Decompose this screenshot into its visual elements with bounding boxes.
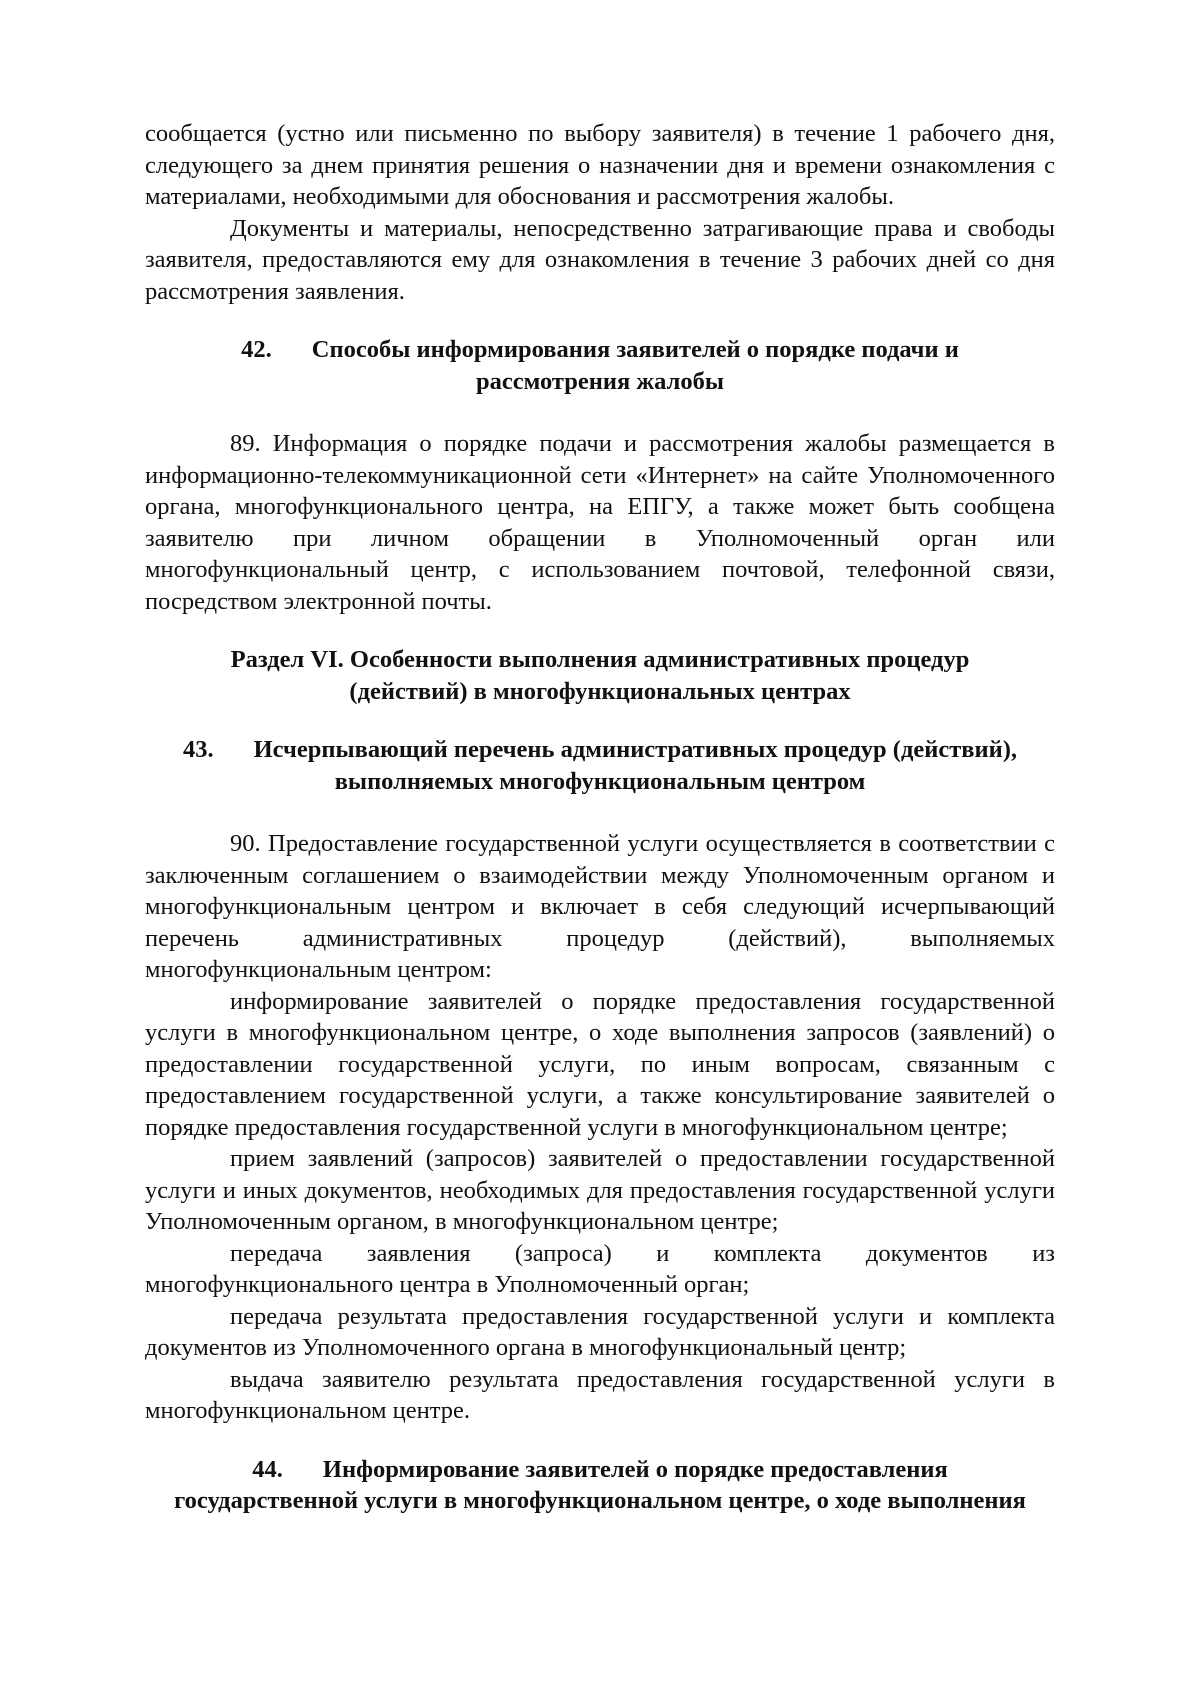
heading-line: Исчерпывающий перечень административных процедур (действий),	[253, 736, 1018, 763]
section-number: 44.	[252, 1455, 283, 1483]
paragraph: 90. Предоставление государственной услуги осуществляется в соответствии с заключенным соглашением о взаимодействии между Уполномоченным органом и многофункциональным центром и включает в себя следующий исчерпывающий перечень административных процедур (действий), выполняемых многофункциональным центром:	[145, 830, 1055, 983]
heading-line: Способы информирования заявителей о порядке подачи и	[311, 336, 959, 363]
heading-line: Информирование заявителей о порядке предоставления	[322, 1455, 948, 1483]
paragraph: 89. Информация о порядке подачи и рассмотрения жалобы размещается в информационно-телекоммуникационной сети «Интернет» на сайте Уполномоченного органа, многофункционального центра, на ЕПГУ, а также может быть сообщена заявителю при личном обращении в Уполномоченный орган или многофункциональный центр, с использованием почтовой, телефонной связи, посредством электронной почты.	[145, 430, 1055, 615]
section-number: 42.	[241, 336, 272, 363]
document-page	[145, 118, 1055, 1517]
section-43-heading	[145, 734, 1055, 797]
list-item: информирование заявителей о порядке предоставления государственной услуги в многофункциональном центре, о ходе выполнения запросов (заявлений) о предоставлении государственной услуги, по иным вопросам, связанным с предоставлением государственной услуги, а также консультирование заявителей о порядке предоставления государственной услуги в многофункциональном центре;	[145, 987, 1055, 1141]
heading-line: рассмотрения жалобы	[476, 367, 724, 395]
paragraph: сообщается (устно или письменно по выбору заявителя) в течение 1 рабочего дня, следующего за днем принятия решения о назначении дня и времени ознакомления с материалами, необходимыми для обоснования и рассмотрения жалобы.	[145, 120, 1055, 210]
section-number: 43.	[182, 736, 214, 763]
list-item: передача заявления (запроса) и комплекта документов из многофункционального центра в Уполномоченный орган;	[145, 1239, 1055, 1298]
section-vi-heading	[145, 644, 1055, 707]
heading-line: государственной услуги в многофункциональном центре, о ходе выполнения	[174, 1487, 1026, 1514]
heading-line: (действий) в многофункциональных центрах	[349, 677, 851, 705]
list-item: передача результата предоставления государственной услуги и комплекта документов из Уполномоченного органа в многофункциональный центр;	[145, 1302, 1055, 1361]
heading-line: Раздел VI. Особенности выполнения административных процедур	[230, 646, 970, 673]
section-42-heading	[145, 334, 1055, 397]
heading-line: выполняемых многофункциональным центром	[334, 767, 866, 795]
list-item: прием заявлений (запросов) заявителей о предоставлении государственной услуги и иных документов, необходимых для предоставления государственной услуги Уполномоченным органом, в многофункциональном центре;	[145, 1145, 1055, 1235]
list-item: выдача заявителю результата предоставления государственной услуги в многофункциональном центре.	[145, 1365, 1055, 1424]
paragraph: Документы и материалы, непосредственно затрагивающие права и свободы заявителя, предоставляются ему для ознакомления в течение 3 рабочих дней со дня рассмотрения заявления.	[145, 214, 1055, 305]
section-44-heading	[145, 1454, 1055, 1517]
